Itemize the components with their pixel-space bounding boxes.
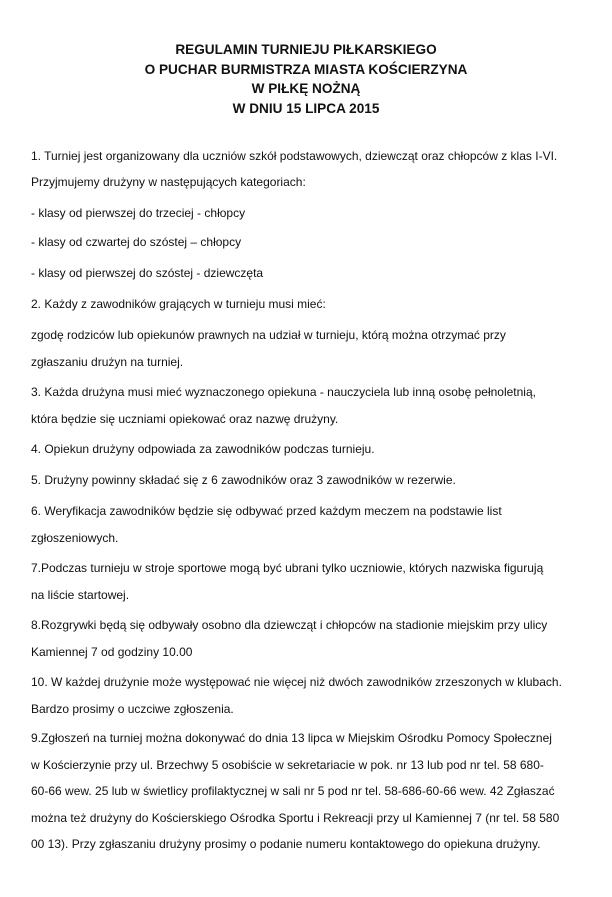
text-line: Bardzo prosimy o uczciwe zgłoszenia. [31, 701, 234, 716]
text-line: 8.Rozgrywki będą się odbywały osobno dla dziewcząt i chłopców na stadionie miejskim przy ulicy [31, 618, 548, 632]
paragraph-category-1 [31, 200, 591, 227]
paragraph-categories-intro [31, 169, 591, 196]
paragraph-6 [31, 498, 591, 551]
paragraph-8 [31, 612, 591, 665]
text-line: 60-66 wew. 25 lub w świetlicy profilaktycznej w sali nr 5 pod nr tel. 58-686-60-66 wew. 42 Zgłaszać [31, 784, 555, 798]
paragraph-2 [31, 291, 591, 318]
text-line: w Kościerzynie przy ul. Brzechwy 5 osobiście w sekretariacie w pok. nr 13 lub pod nr tel. 58 680- [31, 757, 544, 772]
document-title [0, 40, 612, 118]
paragraph-9 [31, 725, 591, 858]
text-line: 9.Zgłoszeń na turniej można dokonywać do dnia 13 lipca w Miejskim Ośrodku Pomocy Społecznej [31, 731, 552, 745]
text-line: 00 13). Przy zgłaszaniu drużyny prosimy o podanie numeru kontaktowego do opiekuna drużyny. [31, 837, 541, 851]
title-line: O PUCHAR BURMISTRZA MIASTA KOŚCIERZYNA [144, 61, 468, 77]
text-line: na liście startowej. [31, 587, 130, 602]
text-line: 6. Weryfikacja zawodników będzie się odbywać przed każdym meczem na podstawie list [31, 504, 502, 518]
text-line: zgłoszeniowych. [31, 530, 119, 545]
text-line: 5. Drużyny powinny składać się z 6 zawodników oraz 3 zawodników w rezerwie. [31, 473, 456, 487]
paragraph-category-2 [31, 229, 591, 256]
paragraph-consent [31, 322, 591, 375]
paragraph-3 [31, 379, 591, 432]
text-line: zgłaszaniu drużyn na turniej. [31, 354, 184, 369]
paragraph-category-3 [31, 260, 591, 287]
text-line: - klasy od czwartej do szóstej – chłopcy [31, 235, 242, 249]
text-line: można też drużyny do Kościerskiego Ośrodka Sportu i Rekreacji przy ul Kamiennej 7 (nr tel. 58 580 [31, 810, 560, 825]
text-line: - klasy od pierwszej do szóstej - dziewczęta [31, 266, 264, 280]
title-line: REGULAMIN TURNIEJU PIŁKARSKIEGO [175, 42, 437, 57]
text-line: Przyjmujemy drużyny w następujących kategoriach: [31, 175, 306, 189]
text-line: 4. Opiekun drużyny odpowiada za zawodników podczas turnieju. [31, 442, 375, 456]
text-line: - klasy od pierwszej do trzeciej - chłopcy [31, 206, 246, 220]
text-line: która będzie się uczniami opiekować oraz nazwę drużyny. [31, 411, 339, 426]
title-line: W DNIU 15 LIPCA 2015 [232, 100, 380, 116]
text-line: 2. Każdy z zawodników grających w turnieju musi mieć: [31, 297, 326, 311]
paragraph-1 [31, 143, 591, 170]
paragraph-7 [31, 555, 591, 608]
paragraph-4 [31, 436, 591, 463]
text-line: 7.Podczas turnieju w stroje sportowe mogą być ubrani tylko uczniowie, których nazwiska figurują [31, 561, 544, 575]
text-line: 10. W każdej drużynie może występować nie więcej niż dwóch zawodników zrzeszonych w klubach. [31, 675, 562, 689]
text-line: 3. Każda drużyna musi mieć wyznaczonego opiekuna - nauczyciela lub inną osobę pełnoletnią, [31, 385, 536, 399]
text-line: zgodę rodziców lub opiekunów prawnych na udział w turnieju, którą można otrzymać przy [31, 328, 506, 342]
title-line: W PIŁKĘ NOŻNĄ [251, 81, 361, 97]
paragraph-10 [31, 669, 591, 722]
paragraph-5 [31, 467, 591, 494]
text-line: Kamiennej 7 od godziny 10.00 [31, 644, 193, 659]
text-line: 1. Turniej jest organizowany dla uczniów szkół podstawowych, dziewcząt oraz chłopców z klas I-VI. [31, 149, 558, 163]
